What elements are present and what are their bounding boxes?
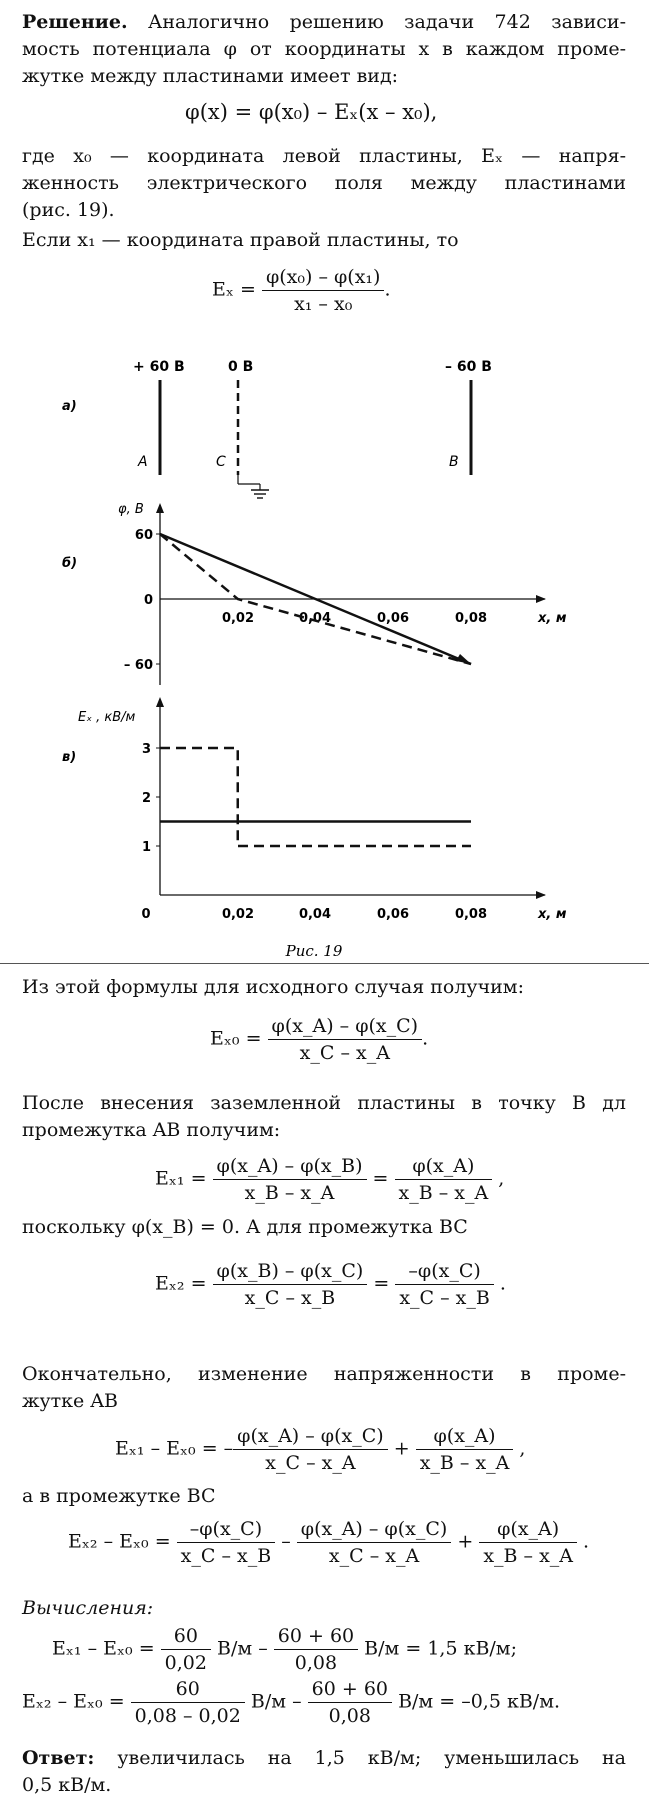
ex1-denominator-2: x_B – x_A — [398, 1182, 489, 1204]
phi-ytick-neg60: – 60 — [123, 658, 153, 673]
where-line-1: где x₀ — координата левой пластины, Eₓ — напря- — [22, 145, 626, 167]
d2-lhs: Eₓ₂ – Eₓ₀ = — [68, 1530, 171, 1553]
plate-b-label: B — [449, 454, 459, 470]
ex2-numerator-2: –φ(x_C) — [395, 1260, 494, 1285]
ex-dot: . — [384, 278, 391, 301]
phi-ytick-60: 60 — [134, 528, 153, 543]
figure-19 — [0, 345, 649, 965]
d2-denominator-1: x_C – x_B — [180, 1545, 272, 1567]
e-x-arrow — [536, 891, 546, 899]
formula-ex0: Eₓ₀ = $\frac{\varphi(x\_A) - \varphi(x\_C)}{x\_C - x\_A}$ . — [210, 1015, 429, 1064]
after-line-1: После внесения заземленной пластины в точку B дл — [22, 1092, 626, 1114]
ground-symbol — [238, 475, 269, 498]
ex1-numerator-2: φ(x_A) — [395, 1155, 493, 1180]
solution-text: Аналогично решению задачи 742 зависи- — [127, 11, 626, 33]
solution-line-3: жутке между пластинами имеет вид: — [22, 65, 399, 87]
ex2-lhs: Eₓ₂ = — [155, 1272, 207, 1295]
ex2-denominator-1: x_C – x_B — [244, 1287, 336, 1309]
solution-label: Решение. — [22, 11, 128, 33]
c2-unit: В/м – — [250, 1690, 302, 1713]
ex-denominator: x₁ – x₀ — [294, 293, 353, 315]
ex1-fraction-1 — [213, 1155, 367, 1204]
d1-numerator-1: φ(x_A) – φ(x_C) — [233, 1425, 388, 1450]
c1-fraction-1 — [161, 1625, 211, 1674]
phi-ytick-0: 0 — [143, 593, 153, 608]
and-bc-line: а в промежутке BC — [22, 1485, 216, 1507]
final-line-1: Окончательно, изменение напряженности в проме- — [22, 1363, 626, 1385]
e-y-arrow — [156, 697, 164, 707]
ex-lhs: Eₓ = — [212, 278, 256, 301]
ex0-denominator: x_C – x_A — [299, 1042, 390, 1064]
where-line-3: (рис. 19). — [22, 199, 115, 221]
ex2-numerator-1: φ(x_B) – φ(x_C) — [213, 1260, 368, 1285]
since-line: поскольку φ(x_B) = 0. А для промежутка BC — [22, 1216, 468, 1238]
answer-text: увеличилась на 1,5 кВ/м; уменьшилась на — [94, 1747, 626, 1769]
phi-end-arrow — [456, 654, 471, 664]
c2-result: В/м = –0,5 кВ/м. — [398, 1690, 561, 1713]
panel-c-label: в) — [62, 750, 77, 765]
phi-y-arrow — [156, 503, 164, 513]
calc-line-1 — [52, 1625, 517, 1674]
ex2-fraction-1 — [213, 1260, 368, 1309]
ex2-denominator-2: x_C – x_B — [399, 1287, 490, 1309]
phi-xtick-008: 0,08 — [454, 611, 488, 626]
e-xtick-008: 0,08 — [454, 907, 488, 922]
plate-a-potential: + 60 В — [133, 359, 185, 375]
e-xlabel: x, м — [538, 907, 567, 922]
d2-numerator-2: φ(x_A) – φ(x_C) — [297, 1518, 452, 1543]
panel-b-label: б) — [62, 556, 78, 571]
where-line-2: женность электрического поля между пластинами — [22, 172, 626, 194]
ex1-numerator-1: φ(x_A) – φ(x_B) — [213, 1155, 367, 1180]
c1-numerator-1: 60 — [161, 1625, 211, 1650]
e-dashed-line — [160, 748, 471, 846]
ex-numerator: φ(x₀) – φ(x₁) — [262, 266, 385, 291]
e-ytick-1: 1 — [141, 840, 151, 855]
plate-b-potential: – 60 В — [445, 359, 492, 375]
e-xtick-002: 0,02 — [221, 907, 255, 922]
calc-line-2 — [22, 1678, 560, 1727]
figure-caption: Рис. 19 — [285, 942, 343, 960]
answer-line-1 — [22, 1746, 626, 1770]
solution-line-2: мость потенциала φ от координаты x в каждом проме- — [22, 38, 626, 60]
formula-ex1: Eₓ₁ = $\frac{\varphi(x\_A) - \varphi(x\_B)}{x\_B - x\_A}$ = $\frac{\varphi(x\_A)}{x\_B - x\_A}$ , — [155, 1155, 505, 1204]
d2-numerator-1: –φ(x_C) — [177, 1518, 276, 1543]
formula-ex2: Eₓ₂ = $\frac{\varphi(x\_B) - \varphi(x\_C)}{x\_C - x\_B}$ = $\frac{-\varphi(x\_C)}{x\_C - x\_B}$ . — [155, 1260, 506, 1309]
d1-fraction-1 — [233, 1425, 388, 1474]
ex2-fraction-2 — [395, 1260, 494, 1309]
c1-lhs: Eₓ₁ – Eₓ₀ = — [52, 1637, 155, 1660]
c2-denominator-2: 0,08 — [328, 1705, 371, 1727]
phi-xtick-006: 0,06 — [376, 611, 410, 626]
after-line-2: промежутка AB получим: — [22, 1119, 281, 1141]
c2-lhs: Eₓ₂ – Eₓ₀ = — [22, 1690, 125, 1713]
phi-xtick-002: 0,02 — [221, 611, 255, 626]
phi-ylabel: φ, В — [118, 502, 144, 517]
e-xtick-004: 0,04 — [298, 907, 332, 922]
e-ylabel: Eₓ , кВ/м — [78, 710, 136, 725]
ex1-denominator-1: x_B – x_A — [244, 1182, 335, 1204]
answer-line-2: 0,5 кВ/м. — [22, 1774, 112, 1796]
phi-xtick-004: 0,04 — [298, 611, 332, 626]
phi-xlabel: x, м — [538, 611, 567, 626]
c1-fraction-2 — [274, 1625, 358, 1674]
e-xtick-0: 0 — [141, 907, 151, 922]
e-xtick-006: 0,06 — [376, 907, 410, 922]
formula-delta-1: Eₓ₁ – Eₓ₀ = – $\frac{\varphi(x\_A) - \varphi(x\_C)}{x\_C - x\_A}$ + $\frac{\varphi(x\_A)}{x\_B - x\_A}$ , — [115, 1425, 526, 1474]
e-ytick-3: 3 — [141, 742, 151, 757]
d2-fraction-2 — [297, 1518, 452, 1567]
d2-numerator-3: φ(x_A) — [479, 1518, 577, 1543]
if-line: Если x₁ — координата правой пластины, то — [22, 229, 459, 251]
ex-fraction — [262, 266, 385, 315]
d2-fraction-1 — [177, 1518, 276, 1567]
phi-x-arrow — [536, 595, 546, 603]
d2-denominator-2: x_C – x_A — [328, 1545, 420, 1567]
plate-a-label: A — [138, 454, 148, 470]
c2-fraction-1 — [131, 1678, 245, 1727]
c2-numerator-1: 60 — [131, 1678, 245, 1703]
c1-denominator-1: 0,02 — [164, 1652, 207, 1674]
d2-fraction-3 — [479, 1518, 577, 1567]
final-line-2: жутке AB — [22, 1390, 119, 1412]
c1-numerator-2: 60 + 60 — [274, 1625, 358, 1650]
solution-line-1 — [22, 10, 626, 34]
c2-denominator-1: 0,08 – 0,02 — [134, 1705, 241, 1727]
ex1-fraction-2 — [395, 1155, 493, 1204]
ex0-lhs: Eₓ₀ = — [210, 1027, 262, 1050]
derivation-intro: Из этой формулы для исходного случая получим: — [22, 976, 524, 998]
c2-numerator-2: 60 + 60 — [308, 1678, 392, 1703]
d1-fraction-2 — [416, 1425, 514, 1474]
formula-delta-2: Eₓ₂ – Eₓ₀ = $\frac{-\varphi(x\_C)}{x\_C - x\_B}$ – $\frac{\varphi(x\_A) - \varphi(x\_C)}{x\_C - x\_A}$ + $\frac{\varphi(x\_A)}{x\_B - x\_A}$ . — [68, 1518, 590, 1567]
ex0-numerator: φ(x_A) – φ(x_C) — [268, 1015, 423, 1040]
ex1-lhs: Eₓ₁ = — [155, 1167, 207, 1190]
d2-denominator-3: x_B – x_A — [483, 1545, 574, 1567]
calc-title: Вычисления: — [22, 1597, 154, 1619]
d1-numerator-2: φ(x_A) — [416, 1425, 514, 1450]
d1-denominator-2: x_B – x_A — [419, 1452, 510, 1474]
c2-fraction-2 — [308, 1678, 392, 1727]
c1-denominator-2: 0,08 — [294, 1652, 338, 1674]
plate-c-label: C — [216, 454, 226, 470]
d1-denominator-1: x_C – x_A — [265, 1452, 356, 1474]
formula-ex — [212, 266, 391, 315]
d1-lhs: Eₓ₁ – Eₓ₀ = – — [115, 1437, 234, 1460]
page-divider — [0, 963, 649, 964]
panel-a-label: а) — [62, 399, 77, 414]
answer-label: Ответ: — [22, 1747, 95, 1769]
c1-result: В/м = 1,5 кВ/м; — [364, 1637, 517, 1660]
e-ytick-2: 2 — [141, 791, 151, 806]
c1-unit: В/м – — [217, 1637, 268, 1660]
formula-potential: φ(x) = φ(x₀) – Eₓ(x – x₀), — [185, 100, 438, 124]
plate-c-potential: 0 В — [228, 359, 254, 375]
ex0-fraction — [268, 1015, 423, 1064]
